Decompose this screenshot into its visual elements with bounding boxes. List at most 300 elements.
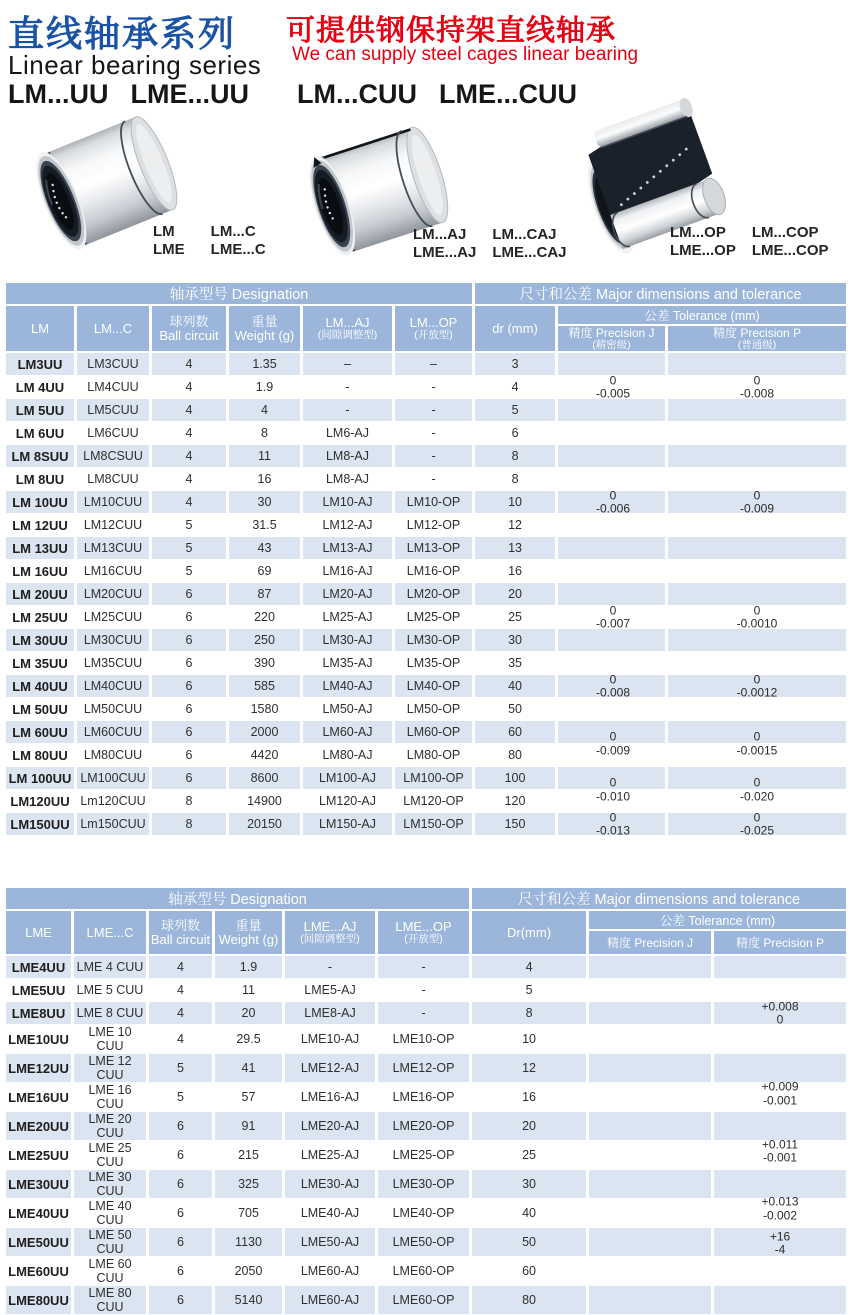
cell: 5 xyxy=(149,1083,215,1112)
tolerance-cell xyxy=(558,488,668,516)
col-header-weight: 重量 Weight (g) xyxy=(229,306,303,353)
cell: LME 60 CUU xyxy=(74,1257,149,1286)
cell: - xyxy=(395,445,475,468)
cell: LME 12 CUU xyxy=(74,1054,149,1083)
table-row xyxy=(6,376,846,399)
cell: 1.9 xyxy=(229,376,303,399)
table-row xyxy=(6,1170,846,1199)
cell: 35 xyxy=(475,652,558,675)
tolerance-cell xyxy=(558,353,668,376)
table-row xyxy=(6,399,846,422)
lm-table-body xyxy=(6,353,846,836)
model-label: LM...CAJ xyxy=(492,226,557,243)
tolerance-cell xyxy=(589,1170,714,1199)
cell: 4 xyxy=(152,353,229,376)
col-header-precision-p: 精度 Precision P xyxy=(714,931,846,956)
cell: LME40-AJ xyxy=(285,1199,378,1228)
cell: 8 xyxy=(475,445,558,468)
cell: LME 40 CUU xyxy=(74,1199,149,1228)
table-row xyxy=(6,422,846,445)
cell: - xyxy=(378,956,472,979)
tolerance-value-p: 0 -0.025 xyxy=(739,810,775,838)
cell: LME 80 CUU xyxy=(74,1286,149,1315)
lm-table-header xyxy=(6,283,846,353)
tolerance-cell xyxy=(558,399,668,422)
tolerance-cell xyxy=(668,537,846,560)
tolerance-value-p: 0 -0.0012 xyxy=(736,672,778,700)
cell: 100 xyxy=(475,767,558,790)
cell: LME25UU xyxy=(6,1141,74,1170)
cell: LM20CUU xyxy=(77,583,152,606)
tolerance-cell xyxy=(668,721,846,744)
tolerance-value-p: +16 -4 xyxy=(769,1229,791,1257)
cell: LME25-OP xyxy=(378,1141,472,1170)
table-row xyxy=(6,1112,846,1141)
tolerance-value-p: 0 -0.0010 xyxy=(736,603,778,631)
tolerance-value-p: +0.011 -0.001 xyxy=(761,1137,799,1165)
cell: LM12-OP xyxy=(395,514,475,537)
tolerance-cell xyxy=(558,560,668,583)
cell: LME8UU xyxy=(6,1002,74,1025)
cell: LM 25UU xyxy=(6,606,77,629)
page-title-en: Linear bearing series xyxy=(8,50,262,80)
tolerance-cell xyxy=(558,422,668,445)
tolerance-cell xyxy=(589,1199,714,1228)
cell: LM60CUU xyxy=(77,721,152,744)
cell: 10 xyxy=(472,1025,589,1054)
cell: LME30-OP xyxy=(378,1170,472,1199)
cell: LM3CUU xyxy=(77,353,152,376)
cell: LM25CUU xyxy=(77,606,152,629)
cell: 16 xyxy=(229,468,303,491)
model-label: LME...C xyxy=(210,241,266,258)
tolerance-cell xyxy=(668,353,846,376)
cell: LME60-OP xyxy=(378,1286,472,1315)
cell: 705 xyxy=(215,1199,285,1228)
cell: 4 xyxy=(152,422,229,445)
cell: LM8-AJ xyxy=(303,445,395,468)
cell: LM 50UU xyxy=(6,698,77,721)
cell: 8 xyxy=(472,1002,589,1025)
cell: LM100CUU xyxy=(77,767,152,790)
page-title-cn: 直线轴承系列 xyxy=(8,13,237,54)
cell: LM16-OP xyxy=(395,560,475,583)
col-header-op: LM...OP (开放型) xyxy=(395,306,475,353)
cell: LM40-AJ xyxy=(303,675,395,698)
cell: 2050 xyxy=(215,1257,285,1286)
tolerance-cell xyxy=(558,721,668,744)
cell: LME40-OP xyxy=(378,1199,472,1228)
cell: 80 xyxy=(472,1286,589,1315)
cell: 4 xyxy=(149,956,215,979)
cell: LM10-AJ xyxy=(303,491,395,514)
promo-title-cn: 可提供钢保持架直线轴承 xyxy=(286,15,617,47)
tolerance-cell xyxy=(714,979,846,1002)
cell: 1.35 xyxy=(229,353,303,376)
tolerance-cell xyxy=(589,1286,714,1315)
cell: LME25-AJ xyxy=(285,1141,378,1170)
cell: 4 xyxy=(152,491,229,514)
lme-table-section xyxy=(6,888,846,1315)
cell: LM35-AJ xyxy=(303,652,395,675)
cell: 6 xyxy=(152,698,229,721)
tolerance-cell xyxy=(668,744,846,767)
cell: 220 xyxy=(229,606,303,629)
col-header-precision-j: 精度 Precision J xyxy=(589,931,714,956)
tolerance-cell xyxy=(714,1257,846,1286)
tolerance-cell xyxy=(589,1025,714,1054)
col-header-lmc: LM...C xyxy=(77,306,152,353)
cell: Lm120CUU xyxy=(77,790,152,813)
cell: 6 xyxy=(152,675,229,698)
col-header-tolerance: 公差 Tolerance (mm) xyxy=(558,306,846,326)
model-label: LME...CAJ xyxy=(492,244,567,261)
cell: LM100-AJ xyxy=(303,767,395,790)
tolerance-value-p: 0 -0.008 xyxy=(739,373,775,401)
cell: 6 xyxy=(149,1199,215,1228)
closed-type-labels xyxy=(153,224,266,257)
cell: – xyxy=(395,353,475,376)
cell: LM3UU xyxy=(6,353,77,376)
cell: 20150 xyxy=(229,813,303,836)
cell: LM120-AJ xyxy=(303,790,395,813)
cell: 14900 xyxy=(229,790,303,813)
cell: 6 xyxy=(149,1228,215,1257)
cell: 6 xyxy=(475,422,558,445)
cell: LM30CUU xyxy=(77,629,152,652)
cell: 30 xyxy=(475,629,558,652)
tolerance-cell xyxy=(589,1083,714,1112)
cell: LM 30UU xyxy=(6,629,77,652)
promo-title-en: We can supply steel cages linear bearing xyxy=(292,44,639,65)
table-row xyxy=(6,583,846,606)
cell: 5 xyxy=(152,560,229,583)
cell: LM10-OP xyxy=(395,491,475,514)
cell: 16 xyxy=(472,1083,589,1112)
cell: 6 xyxy=(152,606,229,629)
cell: Lm150CUU xyxy=(77,813,152,836)
tolerance-cell xyxy=(668,514,846,537)
cell: LM 8SUU xyxy=(6,445,77,468)
tolerance-value-j: 0 -0.008 xyxy=(595,672,631,700)
tolerance-cell xyxy=(668,560,846,583)
table-row xyxy=(6,1083,846,1112)
cell: LME16-AJ xyxy=(285,1083,378,1112)
cell: LM12CUU xyxy=(77,514,152,537)
cell: 30 xyxy=(472,1170,589,1199)
cell: LM8CSUU xyxy=(77,445,152,468)
tolerance-cell xyxy=(589,1257,714,1286)
cell: 69 xyxy=(229,560,303,583)
cell: LME12-AJ xyxy=(285,1054,378,1083)
tolerance-cell xyxy=(558,744,668,767)
tolerance-cell xyxy=(714,1170,846,1199)
cell: 11 xyxy=(229,445,303,468)
cell: 40 xyxy=(475,675,558,698)
tolerance-cell xyxy=(668,603,846,631)
tolerance-cell xyxy=(714,1199,846,1228)
cell: LM6-AJ xyxy=(303,422,395,445)
table-row xyxy=(6,629,846,652)
cell: LM 16UU xyxy=(6,560,77,583)
cell: LM50CUU xyxy=(77,698,152,721)
tolerance-cell xyxy=(714,1054,846,1083)
tolerance-cell xyxy=(558,514,668,537)
cell: 4 xyxy=(149,1002,215,1025)
tolerance-cell xyxy=(668,468,846,491)
series-model: LM...CUU xyxy=(297,79,417,109)
cell: LM50-OP xyxy=(395,698,475,721)
cell: 4 xyxy=(152,445,229,468)
col-header-op: LME...OP (开放型) xyxy=(378,911,472,956)
tolerance-cell xyxy=(714,999,846,1027)
cell: 12 xyxy=(475,514,558,537)
table-row xyxy=(6,514,846,537)
tolerance-value-j: 0 -0.006 xyxy=(595,488,631,516)
tolerance-value-p: +0.008 0 xyxy=(761,999,799,1027)
cell: LM40-OP xyxy=(395,675,475,698)
cell: LME10UU xyxy=(6,1025,74,1054)
cell: LME20-OP xyxy=(378,1112,472,1141)
cell: LME 10 CUU xyxy=(74,1025,149,1054)
cell: 6 xyxy=(149,1257,215,1286)
cell: - xyxy=(285,956,378,979)
open-type-labels xyxy=(670,225,829,258)
table-row xyxy=(6,537,846,560)
cell: LM 10UU xyxy=(6,491,77,514)
cell: 5 xyxy=(475,399,558,422)
tolerance-cell xyxy=(668,652,846,675)
cell: 120 xyxy=(475,790,558,813)
cell: 250 xyxy=(229,629,303,652)
table-row xyxy=(6,606,846,629)
cell: 25 xyxy=(475,606,558,629)
tolerance-cell xyxy=(589,1002,714,1025)
col-header-ball-circuit: 球列数 Ball circuit xyxy=(152,306,229,353)
cell: LM30-AJ xyxy=(303,629,395,652)
cell: LM35-OP xyxy=(395,652,475,675)
cell: LM120-OP xyxy=(395,790,475,813)
cell: 4 xyxy=(229,399,303,422)
tolerance-cell xyxy=(558,790,668,813)
cell: LM10CUU xyxy=(77,491,152,514)
cell: LM6CUU xyxy=(77,422,152,445)
cell: LM13CUU xyxy=(77,537,152,560)
tolerance-value-j: 0 -0.013 xyxy=(595,810,631,838)
designation-band: 轴承型号 Designation xyxy=(6,283,475,306)
cell: 11 xyxy=(215,979,285,1002)
cell: 5140 xyxy=(215,1286,285,1315)
tolerance-cell xyxy=(668,810,846,838)
cell: 2000 xyxy=(229,721,303,744)
model-label: LM xyxy=(153,223,175,240)
cell: LM150UU xyxy=(6,813,77,836)
tolerance-value-p: 0 -0.020 xyxy=(739,775,775,803)
cell: 4 xyxy=(149,979,215,1002)
series-model: LME...UU xyxy=(130,79,249,109)
cell: - xyxy=(303,399,395,422)
cell: LM150-OP xyxy=(395,813,475,836)
table-row xyxy=(6,979,846,1002)
cell: LME4UU xyxy=(6,956,74,979)
cell: LM 6UU xyxy=(6,422,77,445)
cell: 215 xyxy=(215,1141,285,1170)
tolerance-cell xyxy=(589,979,714,1002)
cell: LM 13UU xyxy=(6,537,77,560)
cell: LM 100UU xyxy=(6,767,77,790)
series-model: LM...UU xyxy=(8,79,109,109)
cell: 150 xyxy=(475,813,558,836)
cell: LME5UU xyxy=(6,979,74,1002)
col-header-aj: LM...AJ (间隙调整型) xyxy=(303,306,395,353)
tolerance-cell xyxy=(589,956,714,979)
table-row xyxy=(6,1025,846,1054)
tolerance-cell xyxy=(589,1054,714,1083)
tolerance-cell xyxy=(714,956,846,979)
cell: LME20UU xyxy=(6,1112,74,1141)
cell: LM30-OP xyxy=(395,629,475,652)
cell: 8 xyxy=(152,813,229,836)
table-row xyxy=(6,1257,846,1286)
tolerance-cell xyxy=(558,537,668,560)
cell: 4 xyxy=(152,376,229,399)
tolerance-cell xyxy=(558,810,668,838)
cell: LM 60UU xyxy=(6,721,77,744)
cell: LME 25 CUU xyxy=(74,1141,149,1170)
cell: LM 5UU xyxy=(6,399,77,422)
tolerance-cell xyxy=(558,445,668,468)
cell: 30 xyxy=(229,491,303,514)
cell: 60 xyxy=(475,721,558,744)
tolerance-value-j: 0 -0.009 xyxy=(595,729,631,757)
tolerance-cell xyxy=(668,399,846,422)
dimensions-band: 尺寸和公差 Major dimensions and tolerance xyxy=(475,283,846,306)
lm-table-section xyxy=(6,283,846,836)
table-row xyxy=(6,445,846,468)
table-row xyxy=(6,1228,846,1257)
cell: 6 xyxy=(152,744,229,767)
cell: 4420 xyxy=(229,744,303,767)
cell: 5 xyxy=(152,537,229,560)
tolerance-cell xyxy=(558,672,668,700)
cell: 8 xyxy=(152,790,229,813)
cell: 1130 xyxy=(215,1228,285,1257)
cell: LME12UU xyxy=(6,1054,74,1083)
cell: LME60-OP xyxy=(378,1257,472,1286)
cell: LME 5 CUU xyxy=(74,979,149,1002)
tolerance-cell xyxy=(558,629,668,652)
table-row xyxy=(6,468,846,491)
tolerance-cell xyxy=(714,1228,846,1257)
table-row xyxy=(6,652,846,675)
cell: 6 xyxy=(149,1286,215,1315)
cell: LME 16 CUU xyxy=(74,1083,149,1112)
cell: 3 xyxy=(475,353,558,376)
tolerance-cell xyxy=(558,468,668,491)
cell: 6 xyxy=(152,652,229,675)
cell: LM25-AJ xyxy=(303,606,395,629)
col-header-precision-p: 精度 Precision P (普通级) xyxy=(668,326,846,353)
col-header-aj: LME...AJ (间隙调整型) xyxy=(285,911,378,956)
tolerance-cell xyxy=(714,1079,846,1112)
model-label: LM...C xyxy=(210,223,256,240)
tolerance-cell xyxy=(714,1025,846,1054)
model-label: LME xyxy=(153,241,185,258)
table-row xyxy=(6,767,846,790)
col-header-dr: Dr(mm) xyxy=(472,911,589,956)
cell: LM16-AJ xyxy=(303,560,395,583)
tolerance-cell xyxy=(558,373,668,401)
cell: LM 80UU xyxy=(6,744,77,767)
cell: LM25-OP xyxy=(395,606,475,629)
cell: 10 xyxy=(475,491,558,514)
cell: 5 xyxy=(149,1054,215,1083)
cell: LM100-OP xyxy=(395,767,475,790)
cell: 4 xyxy=(152,468,229,491)
tolerance-cell xyxy=(558,652,668,675)
cell: 20 xyxy=(215,1002,285,1025)
cell: LME50-AJ xyxy=(285,1228,378,1257)
cell: 6 xyxy=(152,629,229,652)
cell: 41 xyxy=(215,1054,285,1083)
cell: 585 xyxy=(229,675,303,698)
cell: 12 xyxy=(472,1054,589,1083)
cell: LME 4 CUU xyxy=(74,956,149,979)
cell: – xyxy=(303,353,395,376)
tolerance-value-p: +0.009 -0.001 xyxy=(761,1079,799,1107)
cell: LME30-AJ xyxy=(285,1170,378,1199)
col-header-dr: dr (mm) xyxy=(475,306,558,353)
model-label: LM...AJ xyxy=(413,226,467,243)
cell: LM13-AJ xyxy=(303,537,395,560)
table-row xyxy=(6,956,846,979)
tolerance-cell xyxy=(714,1286,846,1315)
tolerance-value-p: 0 -0.009 xyxy=(739,488,775,516)
tolerance-value-j: 0 -0.010 xyxy=(595,775,631,803)
tolerance-cell xyxy=(668,672,846,700)
cell: - xyxy=(395,422,475,445)
cell: 57 xyxy=(215,1083,285,1112)
cell: LM35CUU xyxy=(77,652,152,675)
cell: LM150-AJ xyxy=(303,813,395,836)
cell: 6 xyxy=(149,1112,215,1141)
cell: 1.9 xyxy=(215,956,285,979)
cell: 20 xyxy=(475,583,558,606)
table-row xyxy=(6,1141,846,1170)
designation-band: 轴承型号 Designation xyxy=(6,888,472,911)
cell: 6 xyxy=(149,1141,215,1170)
tolerance-cell xyxy=(714,1141,846,1170)
cell: 4 xyxy=(152,399,229,422)
cell: 4 xyxy=(149,1025,215,1054)
cell: 31.5 xyxy=(229,514,303,537)
cell: - xyxy=(378,1002,472,1025)
cell: LM5CUU xyxy=(77,399,152,422)
cell: - xyxy=(395,468,475,491)
table-row xyxy=(6,491,846,514)
col-header-ball-circuit: 球列数 Ball circuit xyxy=(149,911,215,956)
cell: LM80CUU xyxy=(77,744,152,767)
table-row xyxy=(6,721,846,744)
cell: LME20-AJ xyxy=(285,1112,378,1141)
cell: 4 xyxy=(472,956,589,979)
cell: 8 xyxy=(475,468,558,491)
tolerance-cell xyxy=(558,698,668,721)
tolerance-cell xyxy=(668,445,846,468)
tolerance-value-j: 0 -0.005 xyxy=(595,373,631,401)
cell: LME8-AJ xyxy=(285,1002,378,1025)
cell: LM80-AJ xyxy=(303,744,395,767)
